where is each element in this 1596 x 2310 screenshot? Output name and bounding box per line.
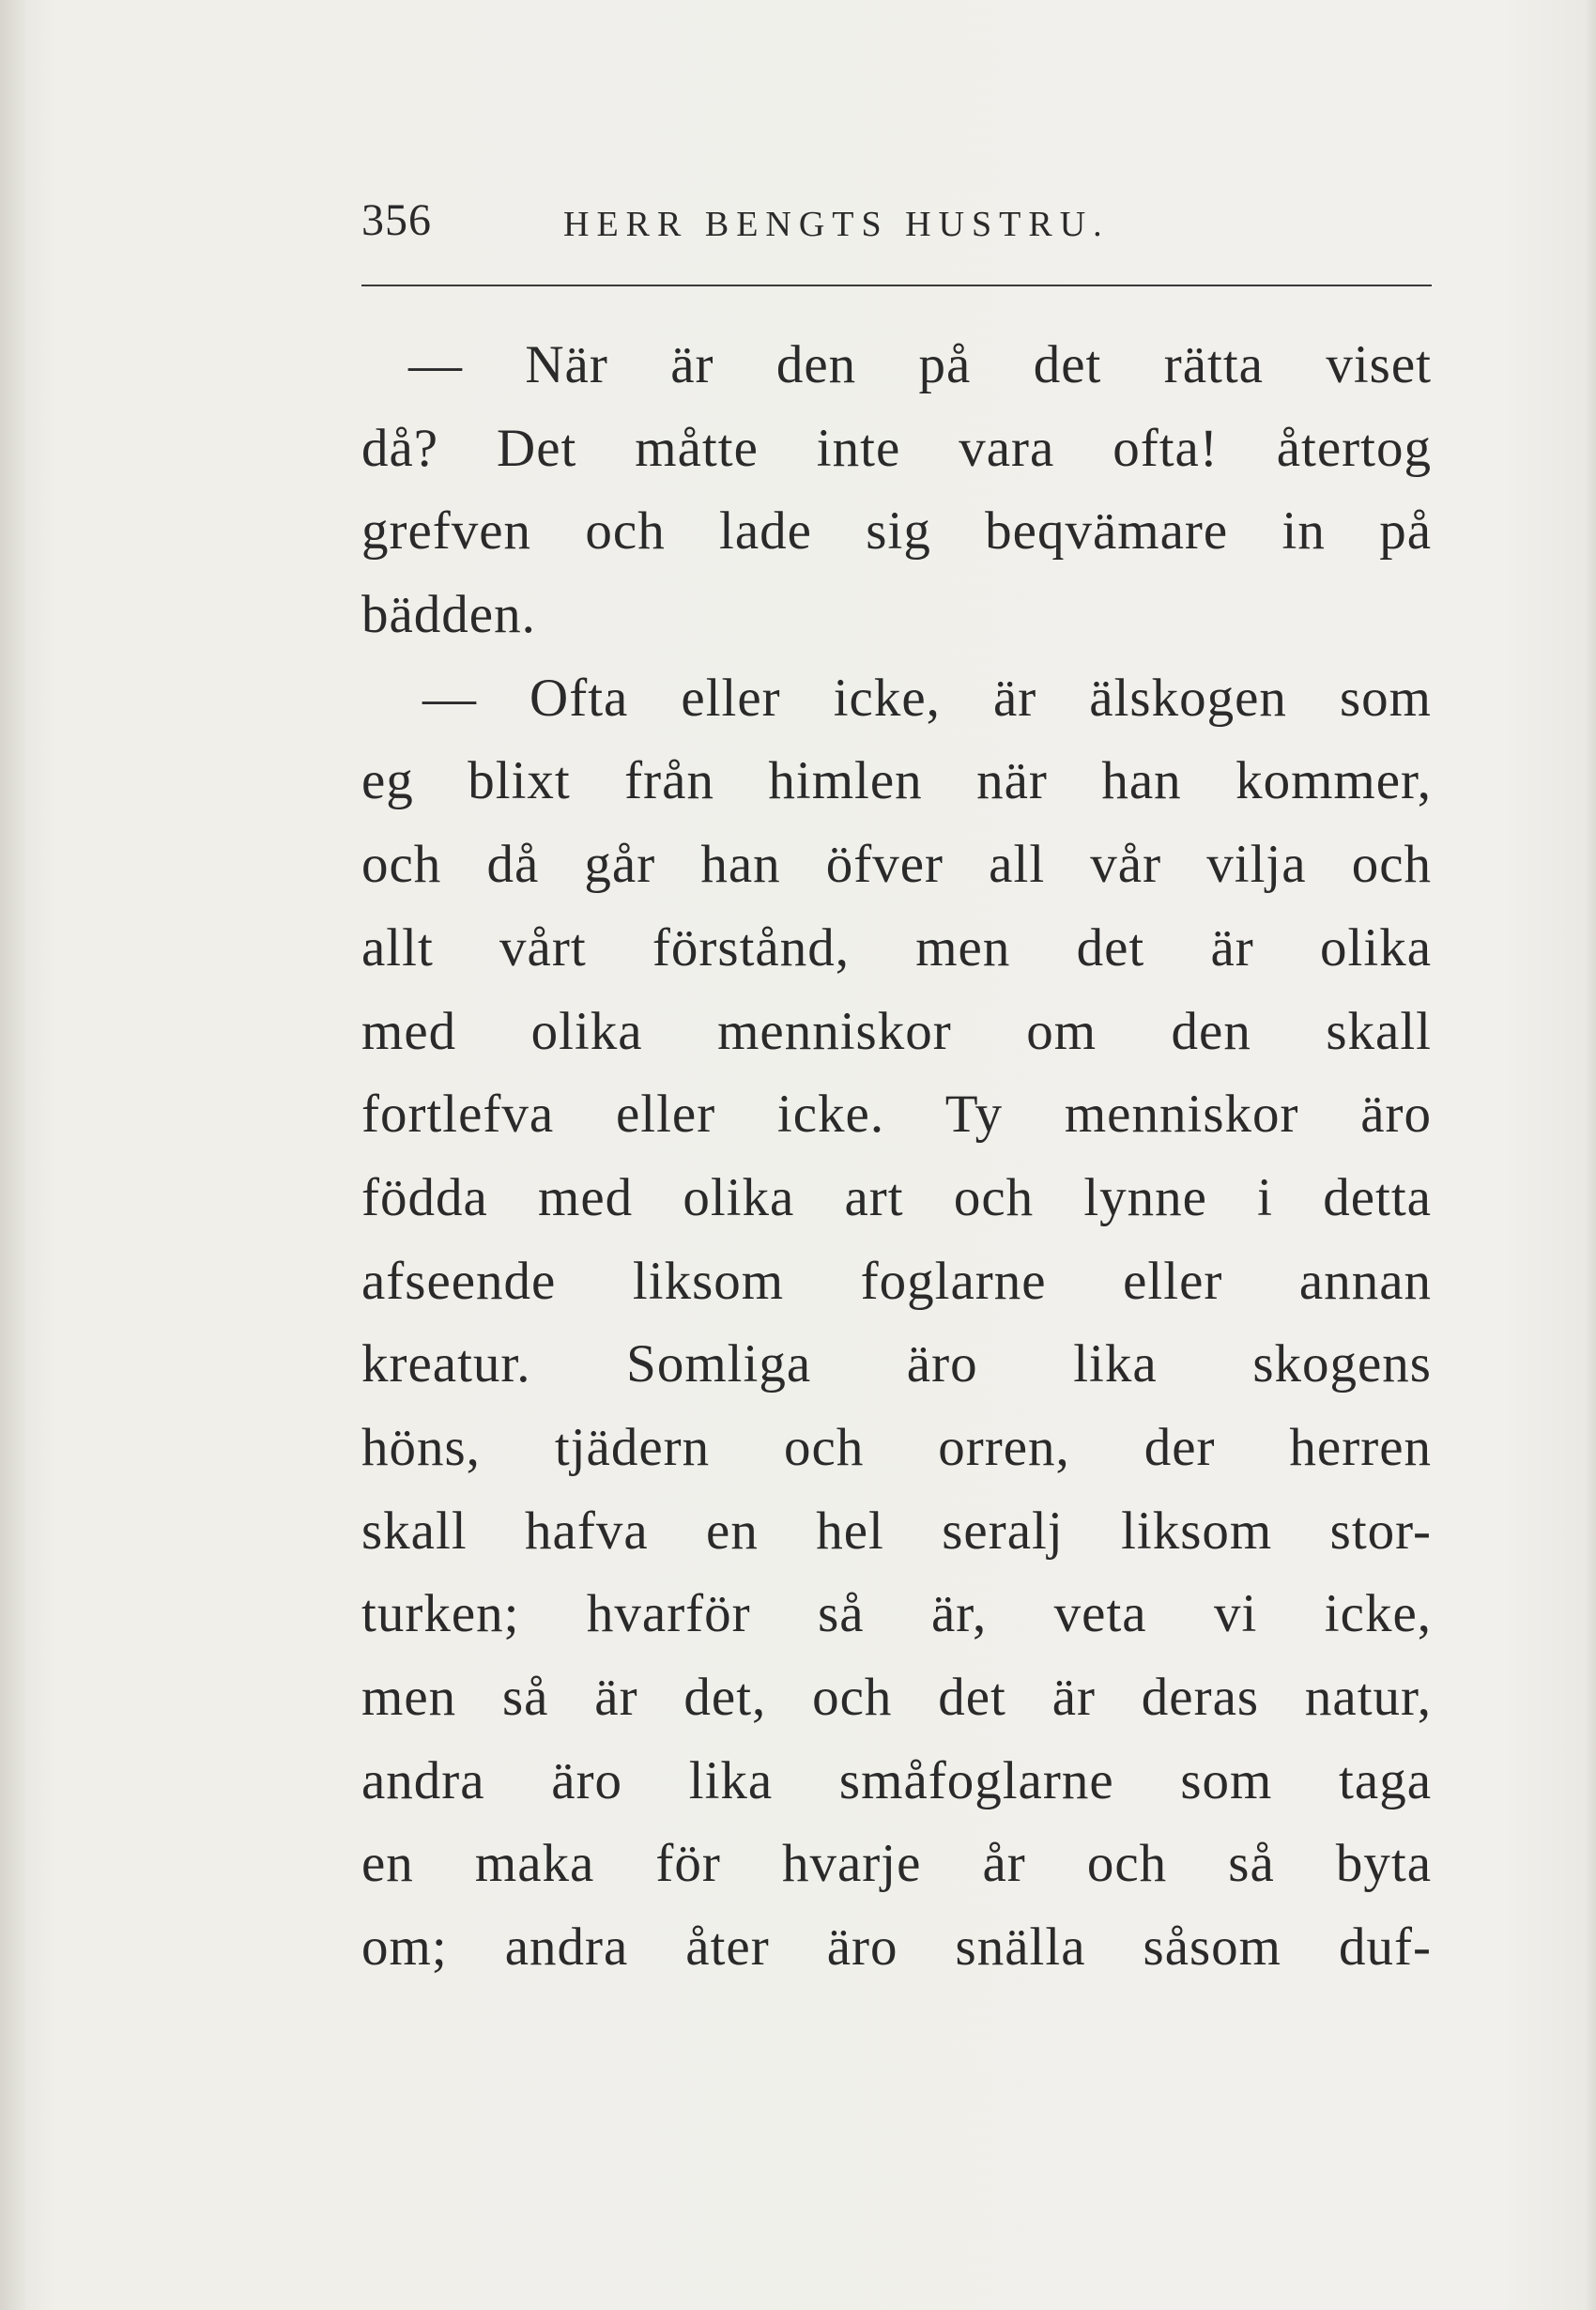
text-line: höns, tjädern och orren, der herren bbox=[361, 1417, 1432, 1477]
text-line: eg blixt från himlen när han kommer, bbox=[361, 751, 1432, 811]
header-rule bbox=[361, 285, 1432, 286]
text-line: — Ofta eller icke, är älskogen som bbox=[422, 668, 1432, 728]
text-line: fortlefva eller icke. Ty menniskor äro bbox=[361, 1085, 1432, 1145]
text-line: med olika menniskor om den skall bbox=[361, 1001, 1432, 1061]
text-line: om; andra åter äro snälla såsom duf- bbox=[361, 1917, 1432, 1978]
text-line: — När är den på det rätta viset bbox=[408, 335, 1432, 394]
page-number: 356 bbox=[361, 195, 432, 245]
text-line: då? Det måtte inte vara ofta! återtog bbox=[361, 418, 1432, 478]
page-edge bbox=[1583, 0, 1596, 2310]
binding-edge bbox=[0, 0, 26, 2310]
running-header bbox=[361, 192, 1432, 249]
running-title: HERR BENGTS HUSTRU. bbox=[563, 205, 1110, 244]
text-line: födda med olika art och lynne i detta bbox=[361, 1167, 1432, 1227]
text-line: och då går han öfver all vår vilja och bbox=[361, 835, 1432, 895]
text-line: skall hafva en hel seralj liksom stor- bbox=[361, 1501, 1432, 1561]
text-line: en maka för hvarje år och så byta bbox=[361, 1834, 1432, 1894]
text-line: grefven och lade sig beqvämare in på bbox=[361, 501, 1432, 562]
text-line: bädden. bbox=[361, 585, 536, 645]
text-line: andra äro lika småfoglarne som taga bbox=[361, 1750, 1432, 1810]
text-line: allt vårt förstånd, men det är olika bbox=[361, 917, 1432, 978]
body-text bbox=[361, 324, 1432, 1990]
text-line: men så är det, och det är deras natur, bbox=[361, 1668, 1432, 1727]
text-line: turken; hvarför så är, veta vi icke, bbox=[361, 1584, 1432, 1644]
text-line: kreatur. Somliga äro lika skogens bbox=[361, 1334, 1432, 1394]
text-line: afseende liksom foglarne eller annan bbox=[361, 1251, 1432, 1311]
